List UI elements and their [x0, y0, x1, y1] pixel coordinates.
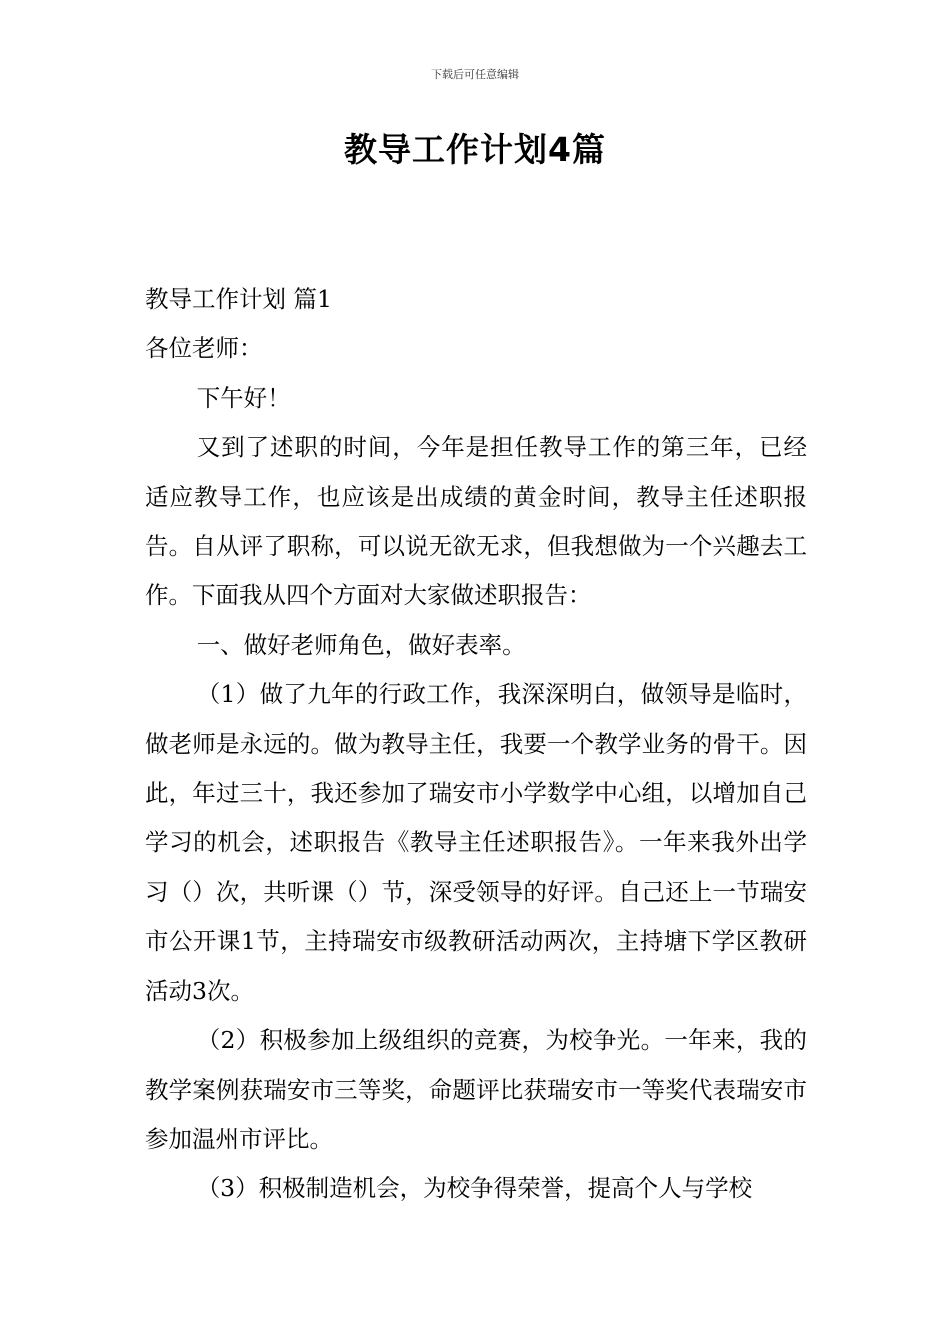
salutation: 各位老师：: [145, 334, 263, 363]
document-body: [145, 275, 807, 1214]
greeting: 下午好！: [196, 383, 291, 412]
document-title: 教导工作计划4篇: [344, 130, 606, 169]
intro-paragraph: 又到了述职的时间，今年是担任教导工作的第三年，已经适应教导工作，也应该是出成绩的黄金时间，教导主任述职报告。自从评了职称，可以说无欲无求，但我想做为一个兴趣去工作。下面我从四个方面对大家做述职报告：: [145, 433, 807, 610]
point-one-heading: 一、做好老师角色，做好表率。: [196, 630, 526, 659]
paragraph-item-3: （3）积极制造机会，为校争得荣誉，提高个人与学校: [196, 1174, 753, 1203]
paragraph-item-2: （2）积极参加上级组织的竞赛，为校争光。一年来，我的教学案例获瑞安市三等奖，命题评比获瑞安市一等奖代表瑞安市参加温州市评比。: [145, 1026, 807, 1153]
section-heading: 教导工作计划 篇1: [145, 285, 332, 313]
paragraph-item-1: （1）做了九年的行政工作，我深深明白，做领导是临时，做老师是永远的。做为教导主任，我要一个教学业务的骨干。因此，年过三十，我还参加了瑞安市小学数学中心组，以增加自己学习的机会，述职报告《教导主任述职报告》。一年来我外出学习（）次，共听课（）节，深受领导的好评。自己还上一节瑞安市公开课1节，主持瑞安市级教研活动两次，主持塘下学区教研活动3次。: [145, 680, 807, 1005]
header-note: 下载后可任意编辑: [431, 68, 519, 81]
